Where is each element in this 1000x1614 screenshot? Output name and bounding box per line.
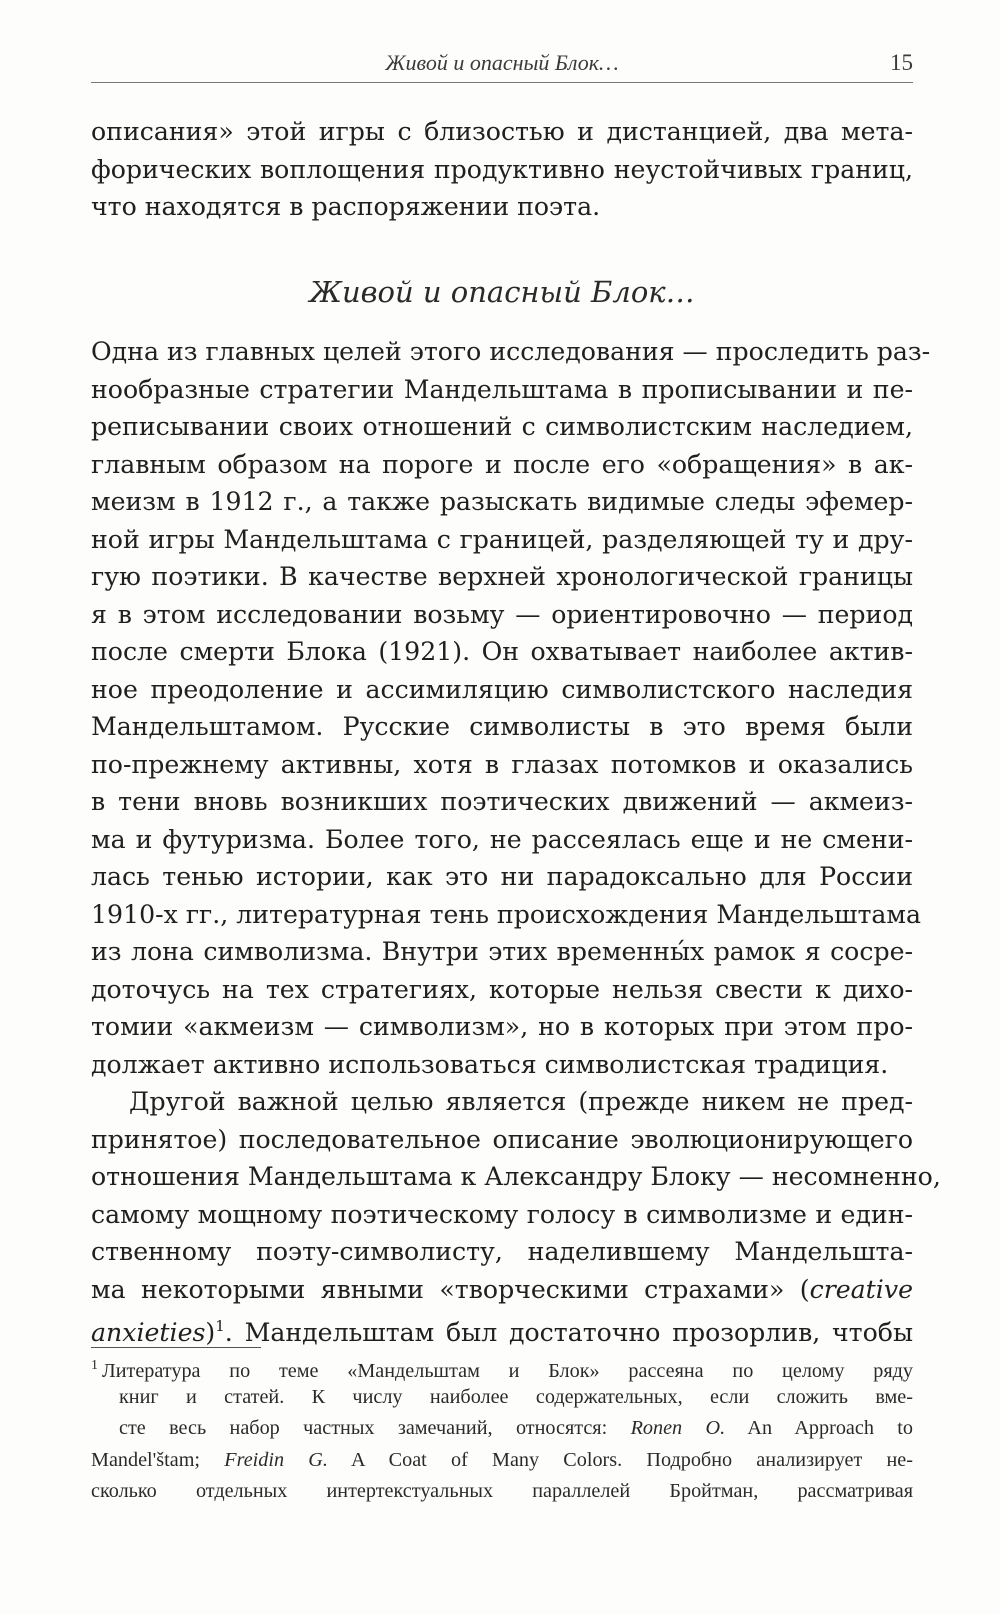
- text-line: принятое) последовательное описание эволюционирующего: [91, 1124, 913, 1154]
- paragraph-2: [91, 1083, 941, 1347]
- text-line: ное преодоление и ассимиляцию символистского наследия: [91, 674, 913, 704]
- text-line: нообразные стратегии Мандельштама в прописывании и пе-: [91, 374, 913, 404]
- footnote-line: книг и статей. К числу наиболее содержательных, если сложить вме-: [119, 1385, 913, 1408]
- author-name: Ronen O.: [630, 1417, 726, 1439]
- footnote-mark: 1: [91, 1358, 98, 1373]
- intro-paragraph: [91, 113, 913, 226]
- footnote-line: [91, 1350, 913, 1382]
- text-line: что находятся в распоряжении поэта.: [91, 192, 601, 221]
- running-header: [91, 50, 913, 84]
- text-run: ): [205, 1318, 216, 1347]
- paragraph-1: [91, 333, 931, 1083]
- text-line: отношения Мандельштама к Александру Блоку — несомненно,: [91, 1162, 941, 1191]
- footnote-line: [91, 1445, 913, 1477]
- text-run: An Approach to: [725, 1417, 913, 1439]
- text-line: в тени вновь возникших поэтических движений — акмеиз-: [91, 787, 913, 816]
- text-line: после смерти Блока (1921). Он охватывает наиболее актив-: [91, 637, 913, 666]
- text-line: форических воплощения продуктивно неустойчивых границ,: [91, 154, 913, 184]
- text-line: ной игры Мандельштама с границей, разделяющей ту и дру-: [91, 524, 913, 554]
- italic-term: creative: [809, 1274, 913, 1304]
- text-run: A Coat of Many Colors. Подробно анализирует не-: [327, 1448, 913, 1471]
- header-rule: [91, 82, 913, 83]
- text-line: Другой важной целью является (прежде никем не пред-: [129, 1087, 913, 1116]
- text-line: я в этом исследовании возьму — ориентировочно — период: [91, 599, 913, 629]
- text-line: доточусь на тех стратегиях, которые нельзя свести к дихо-: [91, 974, 913, 1004]
- footnote-rule: [91, 1347, 261, 1348]
- text-run: Литература по теме «Мандельштам и Блок» рассеяна по целому ряду: [102, 1360, 913, 1382]
- text-run: ма некоторыми явными «творческими страхами» (: [91, 1274, 810, 1304]
- text-line: описания» этой игры с близостью и дистанцией, два мета-: [91, 117, 913, 146]
- text-line: главным образом на пороге и после его «обращения» в ак-: [91, 449, 913, 479]
- text-line: 1910-х гг., литературная тень происхождения Мандельштама: [91, 899, 922, 929]
- footnote-reference[interactable]: 1: [215, 1317, 225, 1335]
- text-run: сте весь набор частных замечаний, относятся:: [119, 1417, 631, 1439]
- text-line: ственному поэту-символисту, наделившему Мандельшта-: [91, 1237, 913, 1266]
- text-line: Одна из главных целей этого исследования — проследить раз-: [91, 337, 931, 366]
- italic-term: anxieties: [91, 1318, 206, 1347]
- text-line: из лона символизма. Внутри этих временны́х рамок я сосре-: [91, 937, 913, 966]
- text-line: лась тенью истории, как это ни парадоксально для России: [91, 862, 913, 891]
- author-name: Freidin G.: [224, 1448, 328, 1471]
- text-line: ма и футуризма. Более того, не рассеялась еще и не смени-: [91, 824, 913, 854]
- footnote-line: [91, 1413, 913, 1445]
- text-line: Мандельштамом. Русские символисты в это время были: [91, 712, 913, 741]
- text-line: томии «акмеизм — символизм», но в которых при этом про-: [91, 1012, 913, 1041]
- text-run: . Мандельштам был достаточно прозорлив, чтобы: [224, 1318, 913, 1347]
- footnote: [91, 1350, 913, 1508]
- text-run: Mandel'štam;: [91, 1448, 201, 1471]
- text-line: [91, 1308, 913, 1346]
- section-heading: Живой и опасный Блок…: [309, 275, 695, 309]
- text-line: меизм в 1912 г., а также разыскать видимые следы эфемер-: [91, 487, 913, 516]
- text-line: самому мощному поэтическому голосу в символизме и един-: [91, 1199, 913, 1229]
- text-line: [91, 1271, 913, 1309]
- text-line: реписывании своих отношений с символистским наследием,: [91, 412, 913, 441]
- text-line: должает активно использоваться символистская традиция.: [91, 1049, 889, 1079]
- text-line: по-прежнему активны, хотя в глазах потомков и оказались: [91, 749, 913, 779]
- footnote-line: сколько отдельных интертекстуальных параллелей Бройтман, рассматривая: [91, 1480, 913, 1502]
- text-line: гую поэтики. В качестве верхней хронологической границы: [91, 562, 913, 591]
- running-title: Живой и опасный Блок…: [385, 50, 619, 75]
- page-number: 15: [890, 50, 913, 75]
